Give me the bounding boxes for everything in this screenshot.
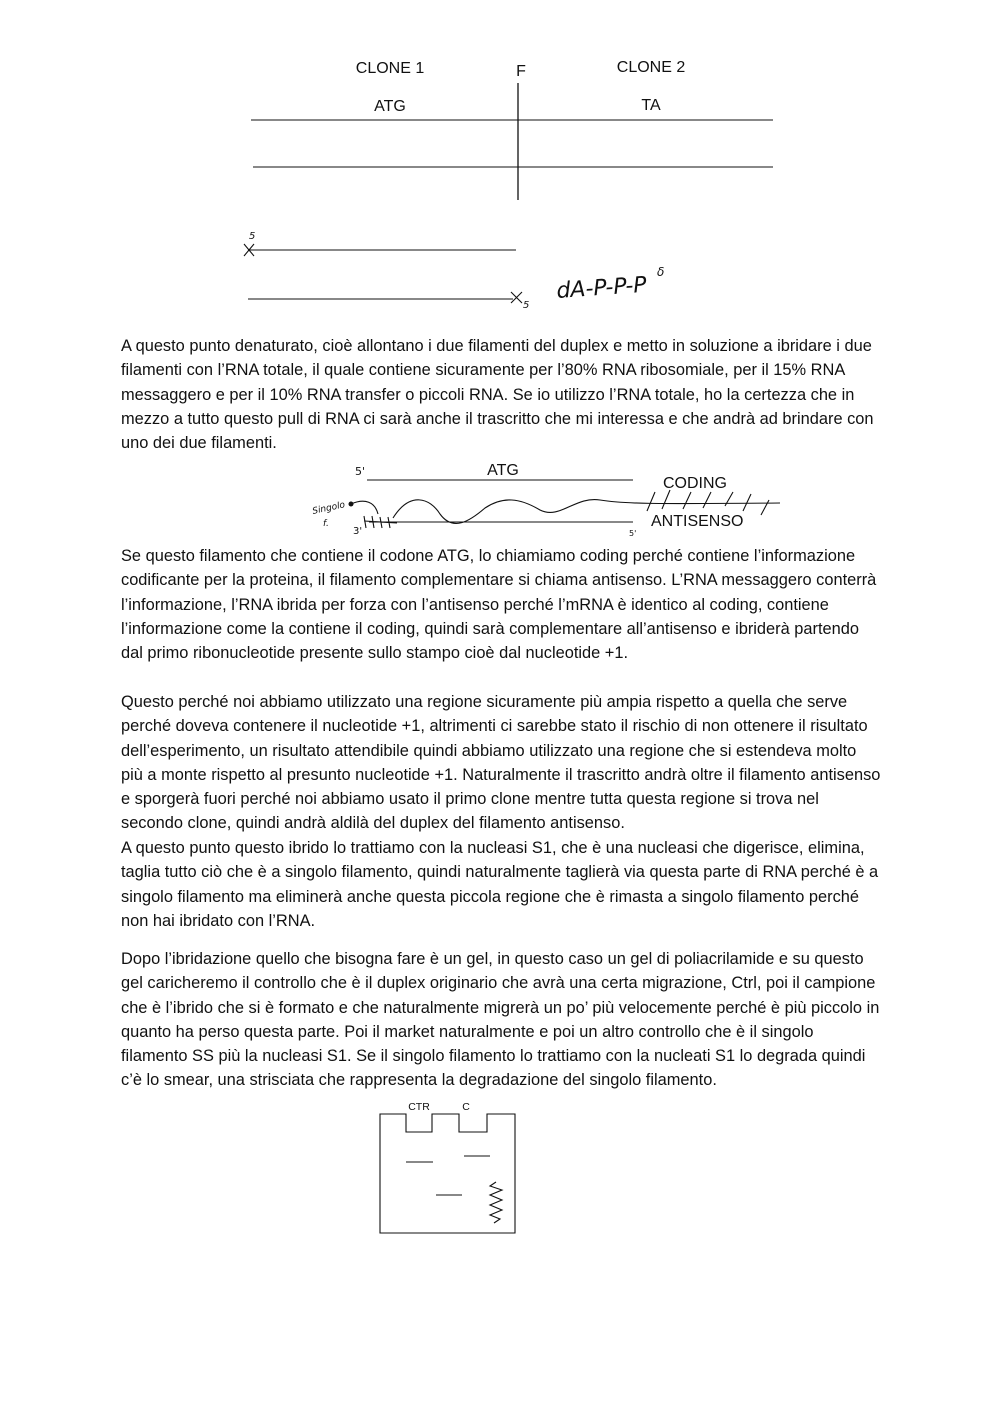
clone1-label: CLONE 1 [355,60,425,77]
paragraph-5: Dopo l’ibridazione quello che bisogna fare è un gel, in questo caso un gel di poliacrilamide e su questo gel caricheremo il controllo che è il duplex originario che avrà una certa migrazione, Ctrl, poi il campione che è l’ibrido che si è formato e che naturalmente migrerà un po’ più velocemente perché è più piccolo in quanto ha perso questa parte. Poi il market naturalmente e poi un altro controllo che è il singolo filamento SS più la nucleasi S1. Se il singolo filamento lo trattiamo con la nucleati S1 lo degrada quindi c’è lo smear, una strisciata che rappresenta la degradazione del singolo filamento. [121,950,880,1090]
arrow-icon [351,501,378,514]
antisenso-label: ANTISENSO [651,513,744,530]
atg-label: ATG [487,462,519,479]
three-prime-label: 3' [353,526,363,537]
label-mark-bottom-icon [511,292,522,303]
five-prime-top-label: 5 [249,231,256,242]
paragraph-4: A questo punto questo ibrido lo trattiamo con la nucleasi S1, che è una nucleasi che digerisce, elimina, taglia tutto ciò che è a singolo filamento, quindi naturalmente taglierà via questa parte di RNA perché è a singolo filamento ma eliminerà anche questa piccola regione che è rimasta a singolo filamento perché non hai ibridato con l’RNA. [121,839,879,930]
five-prime-top-label: 5' [355,465,366,478]
f-label: F [516,63,526,80]
paragraph-3: Questo perché noi abbiamo utilizzato una regione sicuramente più ampia rispetto a quella che serve perché doveva contenere il nucleotide +1, altrimenti ci sarebbe stato il rischio di non ottenere il risultato dell’esperimento, un risultato attendibile quindi abbiamo utilizzato una regione che si estendeva molto più a monte rispetto al presunto nucleotide +1. Naturalmente il trascritto andrà oltre il filamento antisenso e sporgerà fuori perché noi abbiamo usato il primo clone mentre tutta questa regione si trova nel secondo clone, quindi andrà aldilà del duplex del filamento antisenso. [121,693,881,833]
gel-diagram [372,1096,524,1241]
paragraph-1: A questo punto denaturato, cioè allontano i due filamenti del duplex e metto in soluzione a ibridare i due filamenti con l’RNA totale, il quale contiene sicuramente per l’80% RNA ribosomiale, per il 15% RNA messaggero e per il 10% RNA transfer o piccoli RNA. Se io utilizzo l’RNA totale, ho la certezza che in mezzo a tutto questo pull di RNA ci sarà anche il trascritto che mi interessa e che andrà ad brindare con uno dei due filamenti. [121,337,874,453]
gel-outline [380,1114,515,1233]
formula-superscript: δ [657,265,665,279]
ctr-lane-label: CTR [408,1101,430,1113]
five-prime-bottom-label: 5' [629,529,637,538]
overhang-cut-marks [647,490,769,515]
labelled-strands-diagram [235,222,685,317]
singolo-abbrev-label: f. [323,519,329,529]
ta-label: TA [641,97,661,114]
singolo-label: Singolo [311,500,347,517]
smear-icon [490,1182,502,1223]
clone2-label: CLONE 2 [616,59,686,76]
clone-diagram [240,55,785,205]
c-lane-label: C [462,1101,470,1113]
hybridization-diagram [305,456,785,542]
coding-label: CODING [663,475,727,492]
paragraph-2: Se questo filamento che contiene il codone ATG, lo chiamiamo coding perché contiene l’informazione codificante per la proteina, il filamento complementare si chiama antisenso. L’RNA messaggero conterrà l’informazione, l’RNA ibrida per forza con l’antisenso perché l’mRNA è identico al coding, contiene l’informazione come la contiene il coding, quindi sarà complementare all’antisenso e ibriderà partendo dal primo ribonucleotide presente sullo stampo cioè dal nucleotide +1. [121,547,877,663]
arrow-tail-dot [349,502,354,507]
five-prime-bottom-label: 5 [523,300,530,311]
atg-label: ATG [374,98,406,115]
handwritten-formula: dA-P-P-P [555,272,648,304]
